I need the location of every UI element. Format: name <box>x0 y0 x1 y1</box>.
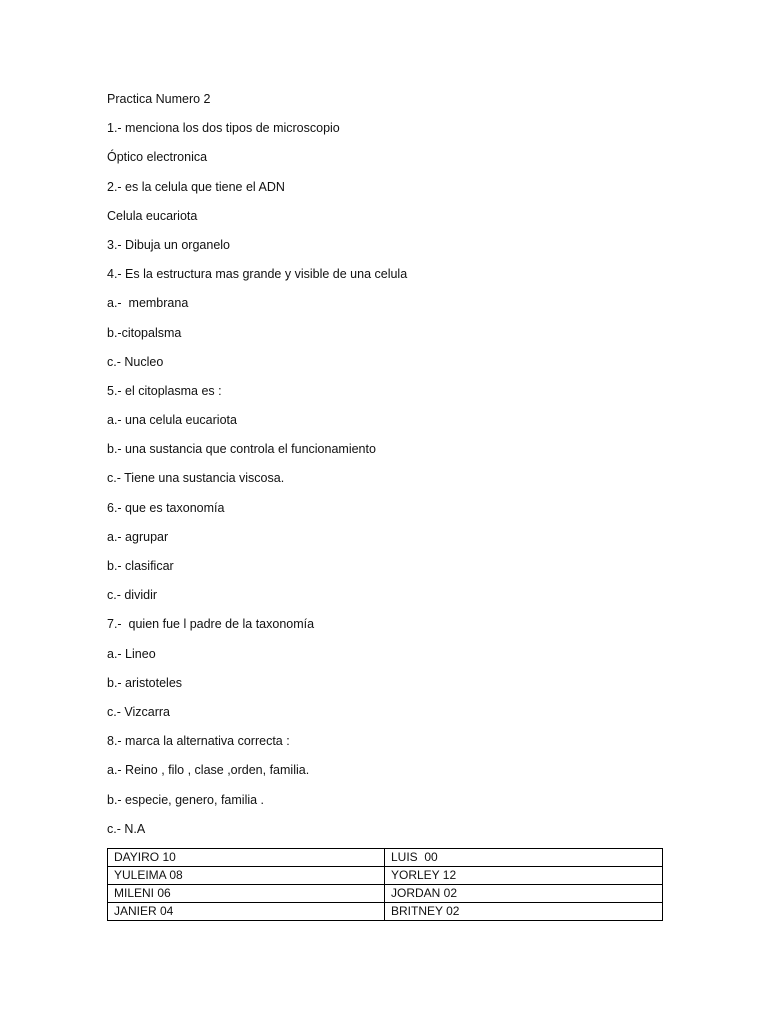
table-cell: LUIS 00 <box>385 849 663 867</box>
table-cell: YORLEY 12 <box>385 867 663 885</box>
option-5c: c.- Tiene una sustancia viscosa. <box>107 471 285 486</box>
table-cell: JANIER 04 <box>108 903 385 921</box>
table-cell: MILENI 06 <box>108 885 385 903</box>
question-1: 1.- menciona los dos tipos de microscopio <box>107 121 340 136</box>
document-body <box>107 91 667 850</box>
table-cell: DAYIRO 10 <box>108 849 385 867</box>
option-8b: b.- especie, genero, familia . <box>107 792 265 807</box>
option-8a: a.- Reino , filo , clase ,orden, familia. <box>107 763 310 778</box>
option-4c: c.- Nucleo <box>107 354 164 369</box>
option-4b: b.-citopalsma <box>107 325 182 340</box>
option-5a: a.- una celula eucariota <box>107 413 237 428</box>
question-4: 4.- Es la estructura mas grande y visible de una celula <box>107 267 408 282</box>
option-6c: c.- dividir <box>107 588 158 603</box>
option-7a: a.- Lineo <box>107 646 156 661</box>
question-2: 2.- es la celula que tiene el ADN <box>107 179 285 194</box>
option-6b: b.- clasificar <box>107 559 174 573</box>
question-6: 6.- que es taxonomía <box>107 500 225 515</box>
table-cell: YULEIMA 08 <box>108 867 385 885</box>
question-3: 3.- Dibuja un organelo <box>107 237 230 252</box>
table-row <box>108 903 663 921</box>
option-7b: b.- aristoteles <box>107 675 183 690</box>
option-7c: c.- Vizcarra <box>107 704 170 719</box>
option-8c: c.- N.A <box>107 821 146 836</box>
question-5: 5.- el citoplasma es : <box>107 383 222 398</box>
document-title: Practica Numero 2 <box>107 92 211 106</box>
table-row <box>108 885 663 903</box>
option-4a: a.- membrana <box>107 296 189 311</box>
table-row <box>108 867 663 885</box>
option-5b: b.- una sustancia que controla el funcionamiento <box>107 442 376 457</box>
option-6a: a.- agrupar <box>107 529 169 544</box>
answer-2: Celula eucariota <box>107 208 198 223</box>
question-8: 8.- marca la alternativa correcta : <box>107 734 290 749</box>
score-table <box>107 848 663 921</box>
table-row <box>108 849 663 867</box>
table-cell: JORDAN 02 <box>385 885 663 903</box>
table-cell: BRITNEY 02 <box>385 903 663 921</box>
question-7: 7.- quien fue l padre de la taxonomía <box>107 617 315 632</box>
answer-1: Óptico electronica <box>107 150 208 165</box>
